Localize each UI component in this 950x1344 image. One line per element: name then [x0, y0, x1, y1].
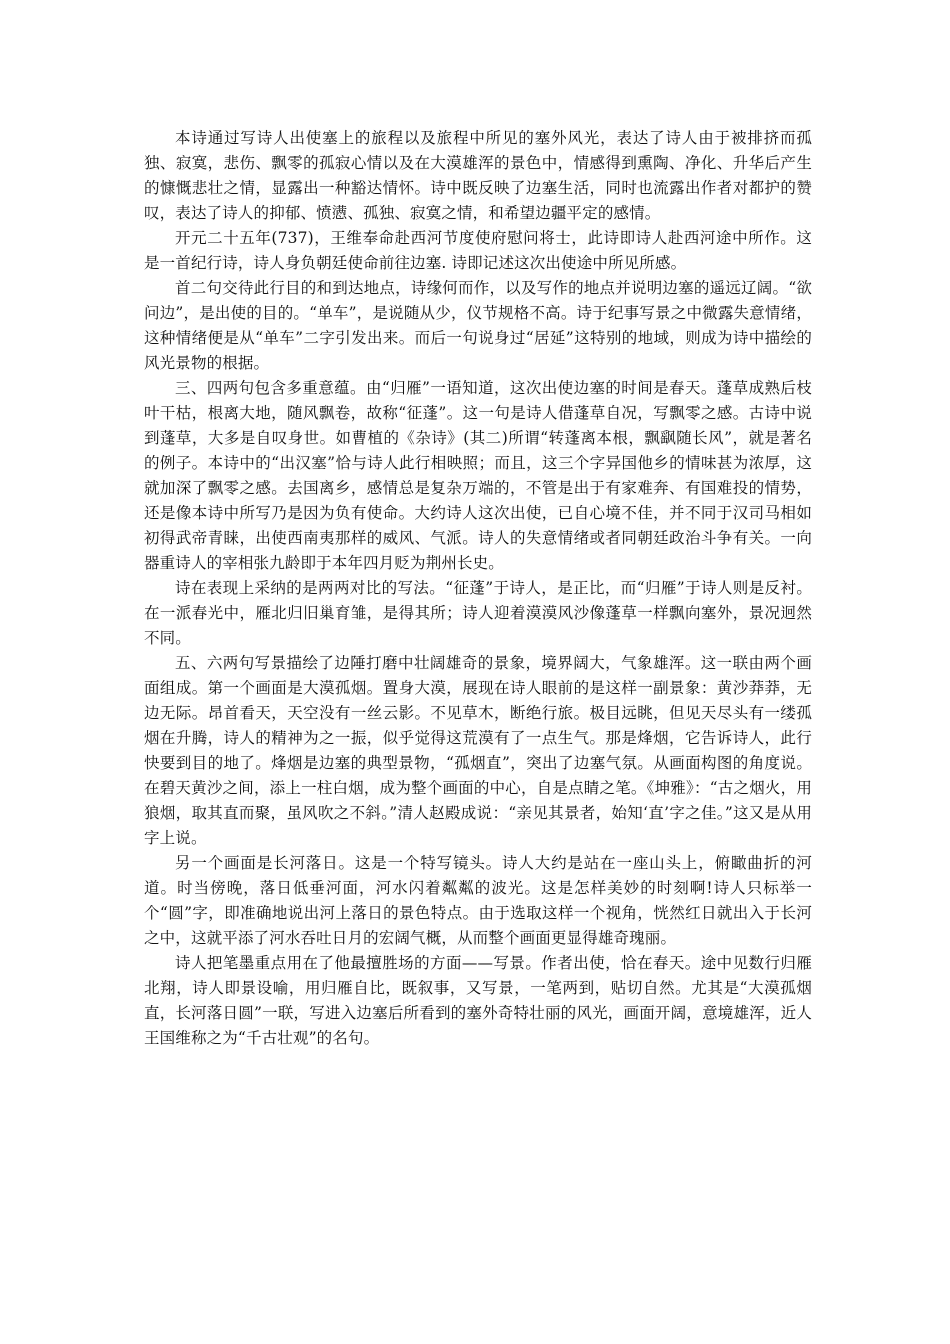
paragraph-contrast: 诗在表现上采纳的是两两对比的写法。“征蓬”于诗人，是正比，而“归雁”于诗人则是反衬。在一派春光中，雁北归旧巢育雏，是得其所；诗人迎着漠漠风沙像蓬草一样飘向塞外，景况迥然不同。: [144, 579, 812, 647]
paragraph-lines-3-4: 三、四两句包含多重意蕴。由“归雁”一语知道，这次出使边塞的时间是春天。蓬草成熟后枝叶干枯，根离大地，随风飘卷，故称“征蓬”。这一句是诗人借蓬草自况，写飘零之感。古诗中说到蓬草，大多是自叹身世。如曹植的《杂诗》(其二)所谓“转蓬离本根，飘飖随长风”，就是著名的例子。本诗中的“出汉塞”恰与诗人此行相映照；而且，这三个字异国他乡的情味甚为浓厚，这就加深了飘零之感。去国离乡，感情总是复杂万端的，不管是出于有家难奔、有国难投的情势，还是像本诗中所写乃是因为负有使命。大约诗人这次出使，已自心境不佳，并不同于汉司马相如初得武帝青睐，出使西南夷那样的威风、气派。诗人的失意情绪或者同朝廷政治斗争有关。一向器重诗人的宰相张九龄即于本年四月贬为荆州长史。: [144, 379, 812, 572]
paragraph-summary: 本诗通过写诗人出使塞上的旅程以及旅程中所见的塞外风光，表达了诗人由于被排挤而孤独、寂寞，悲伤、飘零的孤寂心情以及在大漠雄浑的景色中，情感得到熏陶、净化、升华后产生的慷慨悲壮之情，显露出一种豁达情怀。诗中既反映了边塞生活，同时也流露出作者对都护的赞叹，表达了诗人的抑郁、愤懑、孤独、寂寞之情，和希望边疆平定的感情。: [144, 129, 812, 222]
paragraph-river-sunset: 另一个画面是长河落日。这是一个特写镜头。诗人大约是站在一座山头上，俯瞰曲折的河道。时当傍晚，落日低垂河面，河水闪着粼粼的波光。这是怎样美妙的时刻啊!诗人只标举一个“圆”字，即准确地说出河上落日的景色特点。由于选取这样一个视角，恍然红日就出入于长河之中，这就平添了河水吞吐日月的宏阔气概，从而整个画面更显得雄奇瑰丽。: [144, 854, 812, 947]
paragraph-lines-5-6: 五、六两句写景描绘了边陲打磨中壮阔雄奇的景象，境界阔大，气象雄浑。这一联由两个画面组成。第一个画面是大漠孤烟。置身大漠，展现在诗人眼前的是这样一副景象：黄沙莽莽，无边无际。昂首看天，天空没有一丝云影。不见草木，断绝行旅。极目远眺，但见天尽头有一缕孤烟在升腾，诗人的精神为之一振，似乎觉得这荒漠有了一点生气。那是烽烟，它告诉诗人，此行快要到目的地了。烽烟是边塞的典型景物，“孤烟直”，突出了边塞气氛。从画面构图的角度说。在碧天黄沙之间，添上一柱白烟，成为整个画面的中心，自是点睛之笔。《坤雅》：“古之烟火，用狼烟，取其直而聚，虽风吹之不斜。”清人赵殿成说：“亲见其景者，始知‘直’字之佳。”这又是从用字上说。: [144, 654, 812, 847]
paragraph-lines-1-2: 首二句交待此行目的和到达地点，诗缘何而作，以及写作的地点并说明边塞的遥远辽阔。“欲问边”，是出使的目的。“单车”，是说随从少，仪节规格不高。诗于纪事写景之中微露失意情绪，这种情绪便是从“单车”二字引发出来。而后一句说身过“居延”这特别的地域，则成为诗中描绘的风光景物的根据。: [144, 279, 812, 372]
paragraph-background: 开元二十五年(737)，王维奉命赴西河节度使府慰问将士，此诗即诗人赴西河途中所作。这是一首纪行诗，诗人身负朝廷使命前往边塞. 诗即记述这次出使途中所见所感。: [144, 229, 812, 272]
document-body: [144, 126, 812, 1051]
paragraph-conclusion: 诗人把笔墨重点用在了他最擅胜场的方面——写景。作者出使，恰在春天。途中见数行归雁北翔，诗人即景设喻，用归雁自比，既叙事，又写景，一笔两到，贴切自然。尤其是“大漠孤烟直，长河落日圆”一联，写进入边塞后所看到的塞外奇特壮丽的风光，画面开阔，意境雄浑，近人王国维称之为“千古壮观”的名句。: [144, 954, 812, 1047]
